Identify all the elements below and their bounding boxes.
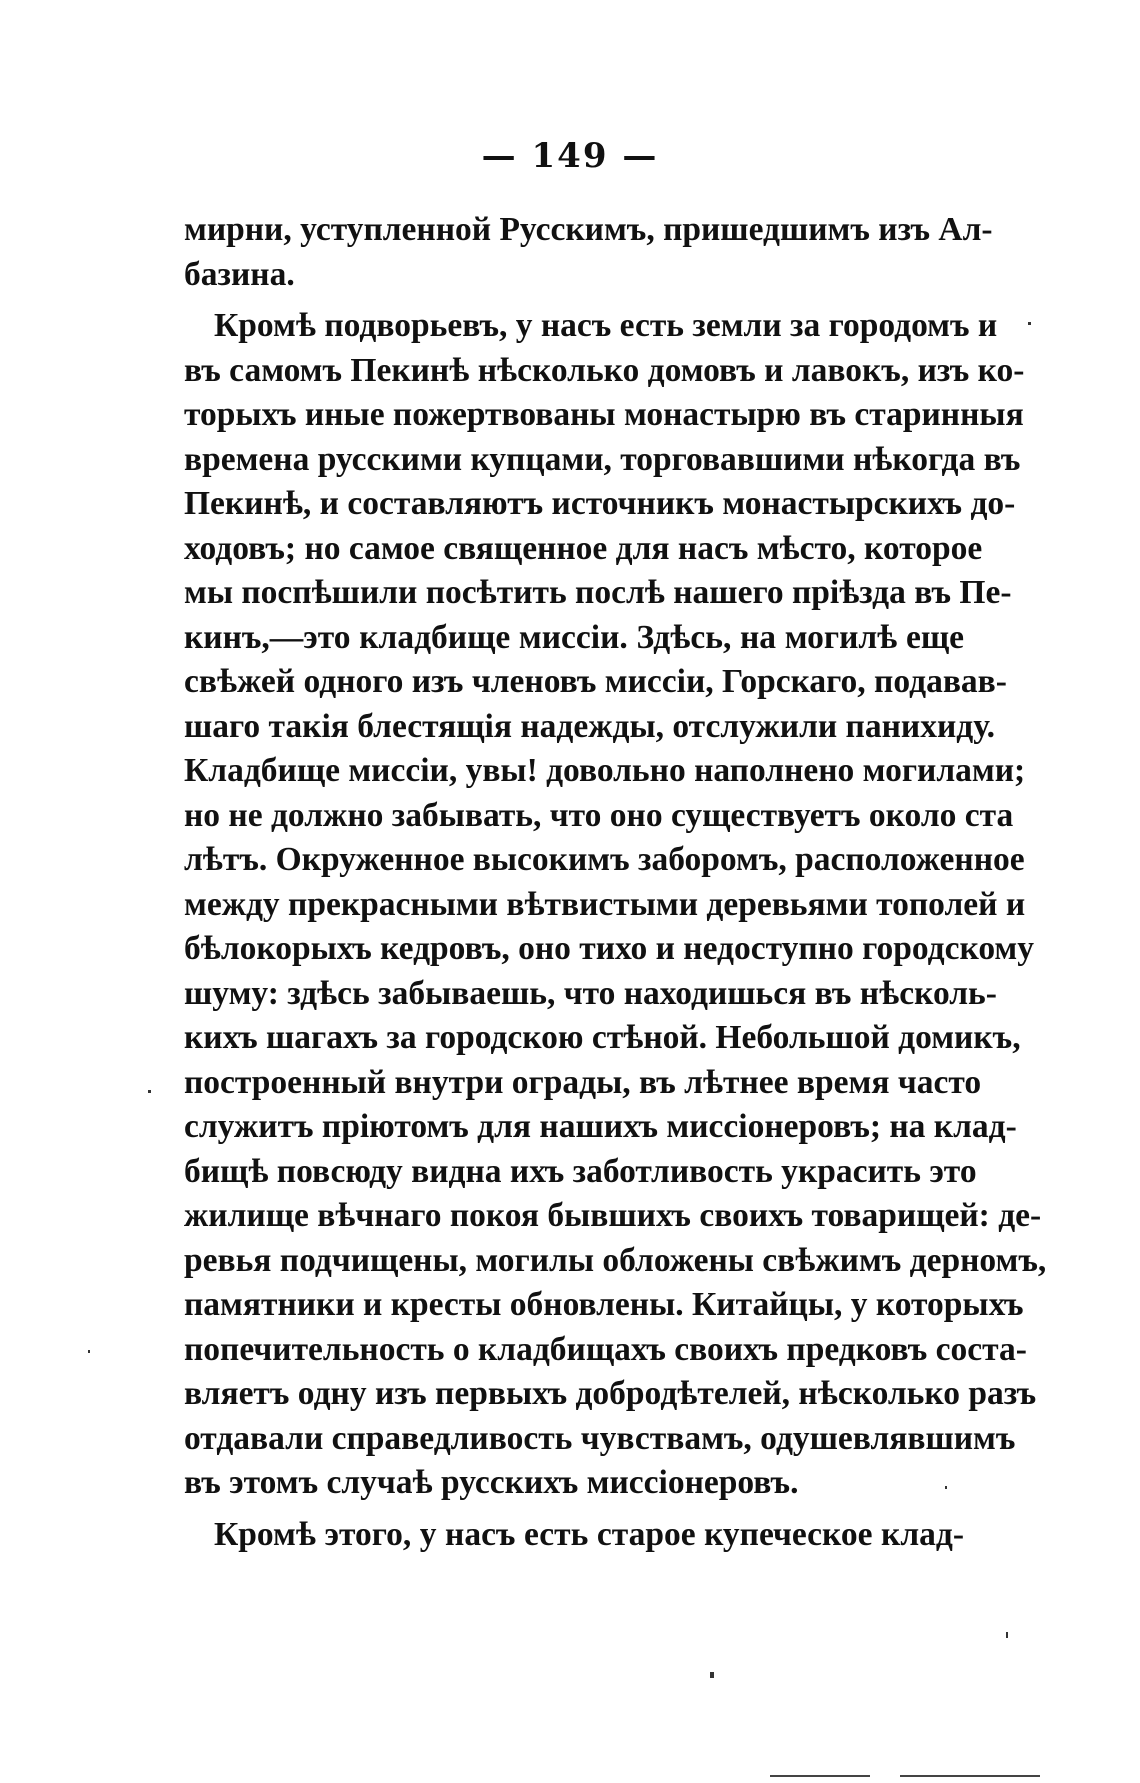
paragraph	[184, 208, 993, 297]
text-line: въ самомъ Пекинѣ нѣсколько домовъ и лавокъ, изъ ко-	[184, 351, 1025, 389]
text-line: ходовъ; но самое священное для насъ мѣсто, которое	[184, 529, 983, 567]
scan-speck	[1006, 1632, 1008, 1638]
text-line: бищѣ повсюду видна ихъ заботливость украсить это	[184, 1152, 977, 1190]
text-line: ревья подчищены, могилы обложены свѣжимъ дерномъ,	[184, 1241, 1047, 1279]
text-line: мы поспѣшили посѣтить послѣ нашего прiѣзда въ Пе-	[184, 574, 1012, 611]
page-number: — 149 —	[481, 136, 659, 176]
text-line: лѣтъ. Окруженное высокимъ заборомъ, расположенное	[184, 841, 1025, 878]
text-line: вляетъ одну изъ первыхъ добродѣтелей, нѣсколько разъ	[184, 1375, 1037, 1412]
text-line: въ этомъ случаѣ русскихъ миссiонеровъ.	[184, 1464, 799, 1501]
text-line: попечительность о кладбищахъ своихъ предковъ соста-	[184, 1330, 1027, 1368]
paragraph	[184, 1513, 964, 1558]
text-line: построенный внутри ограды, въ лѣтнее время часто	[184, 1063, 982, 1101]
text-line: Пекинѣ, и составляютъ источникъ монастырскихъ до-	[184, 485, 1016, 522]
text-line: но не должно забывать, что оно существуетъ около ста	[184, 796, 1014, 834]
text-line: кихъ шагахъ за городскою стѣной. Небольшой домикъ,	[184, 1019, 1021, 1056]
body-text	[184, 208, 1047, 1564]
scan-edge-line	[900, 1775, 1040, 1777]
text-line: памятники и кресты обновлены. Китайцы, у которыхъ	[184, 1286, 1024, 1323]
paragraph	[184, 304, 1047, 1506]
text-line: шуму: здѣсь забываешь, что находишься въ нѣсколь-	[184, 974, 997, 1012]
text-line: отдавали справедливость чувствамъ, одушевлявшимъ	[184, 1419, 1016, 1457]
text-line: времена русскими купцами, торговавшими нѣкогда въ	[184, 440, 1021, 478]
text-line: жилище вѣчнаго покоя бывшихъ своихъ товарищей: де-	[184, 1197, 1042, 1234]
text-line: шаго такiя блестящiя надежды, отслужили панихиду.	[184, 707, 995, 745]
text-line: бѣлокорыхъ кедровъ, оно тихо и недоступно городскому	[184, 930, 1034, 967]
text-line: Кладбище миссiи, увы! довольно наполнено могилами;	[184, 752, 1026, 789]
text-line: кинъ,—это кладбище миссiи. Здѣсь, на могилѣ еще	[184, 618, 964, 656]
text-line: между прекрасными вѣтвистыми деревьями тополей и	[184, 885, 1026, 923]
text-line: Кромѣ этого, у насъ есть старое купеческое клад-	[214, 1515, 964, 1553]
scan-speck	[148, 1090, 151, 1093]
scan-speck	[945, 1486, 947, 1489]
text-line: служитъ прiютомъ для нашихъ миссiонеровъ; на клад-	[184, 1108, 1017, 1145]
scan-speck	[710, 1672, 714, 1678]
scan-speck	[88, 1350, 90, 1353]
text-line: свѣжей одного изъ членовъ миссiи, Горскаго, подавав-	[184, 663, 1007, 700]
text-line: Кромѣ подворьевъ, у насъ есть земли за городомъ и	[214, 307, 998, 344]
scan-speck	[1028, 322, 1031, 325]
scan-edge-line	[770, 1775, 870, 1777]
text-line: торыхъ иные пожертвованы монастырю въ старинныя	[184, 396, 1024, 433]
text-line: базина.	[184, 255, 295, 293]
text-line: мирни, уступленной Русскимъ, пришедшимъ изъ Ал-	[184, 211, 993, 248]
